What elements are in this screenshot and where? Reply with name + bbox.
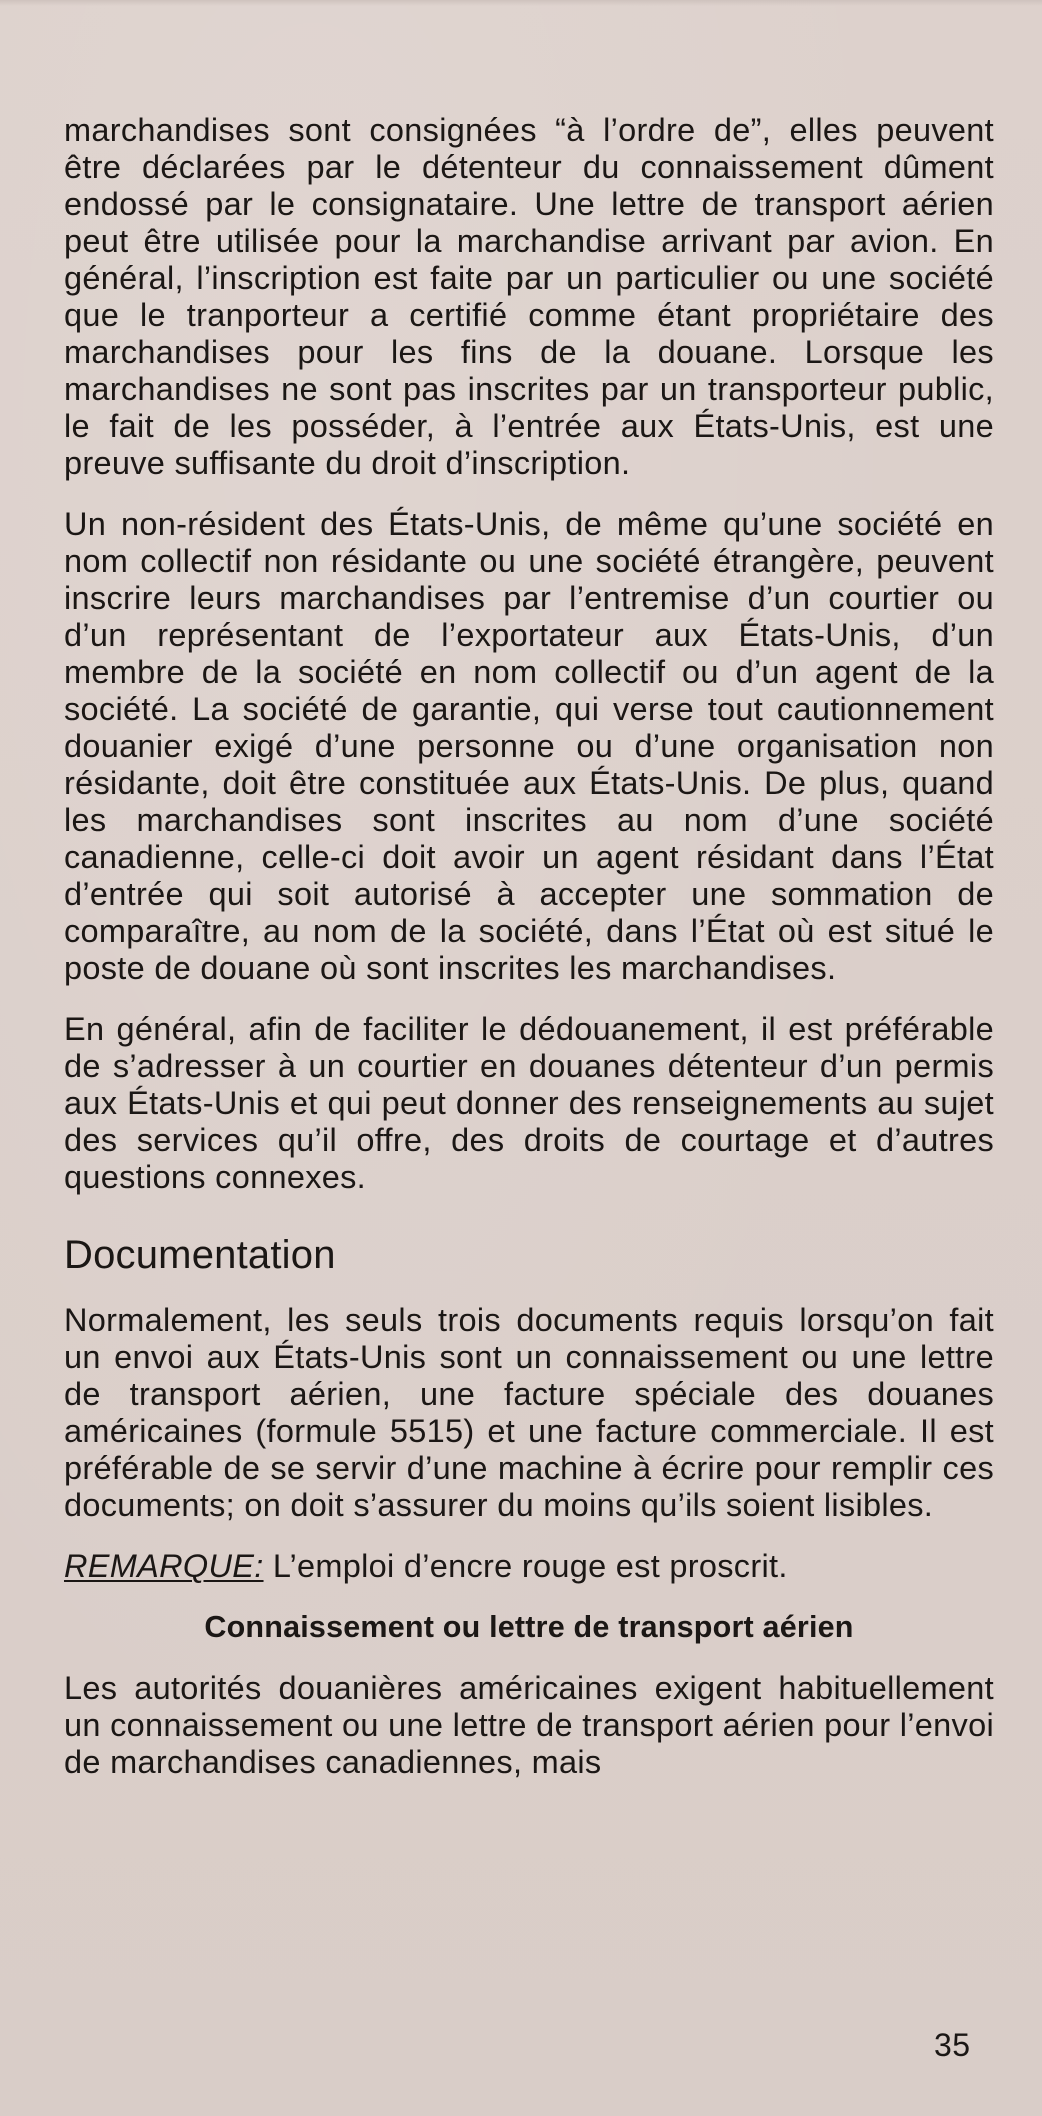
remark-text: L’emploi d’encre rouge est proscrit. [263, 1548, 788, 1584]
page-number: 35 [934, 2027, 971, 2063]
paragraph-non-resident: Un non-résident des États-Unis, de même qu’une société en nom collectif non résidante ou une société étrangère, peuvent inscrire leurs marchandises par l’entremise d’un courtier ou d’un représentant de l’exportateur aux États-Unis, d’un membre de la société en nom collectif ou d’un agent de la société. La société de garantie, qui verse tout cautionnement douanier exigé d’une personne ou d’une organisation non résidante, doit être constituée aux États-Unis. De plus, quand les marchandises sont inscrites au nom d’une société canadienne, celle-ci doit avoir un agent résidant dans l’État d’entrée qui soit autorisé à accepter une sommation de comparaître, au nom de la société, dans l’État où est situé le poste de douane où sont inscrites les marchandises. [64, 506, 994, 986]
paragraph-bill-of-lading: Les autorités douanières américaines exigent habituellement un connaissement ou une lettre de transport aérien pour l’envoi de marchandises canadiennes, mais [64, 1670, 994, 1780]
paragraph-consignment: marchandises sont consignées “à l’ordre de”, elles peuvent être déclarées par le détenteur du connaissement dûment endossé par le consignataire. Une lettre de transport aérien peut être utilisée pour la marchandise arrivant par avion. En général, l’inscription est faite par un particulier ou une société que le tranporteur a certifié comme étant propriétaire des marchandises pour les fins de la douane. Lorsque les marchandises ne sont pas inscrites par un transporteur public, le fait de les posséder, à l’entrée aux États-Unis, est une preuve suffisante du droit d’inscription. [64, 112, 994, 481]
page-top-edge [0, 0, 1042, 6]
paragraph-required-documents: Normalement, les seuls trois documents requis lorsqu’on fait un envoi aux États-Unis sont un connaissement ou une lettre de transport aérien, une facture spéciale des douanes américaines (formule 5515) et une facture commerciale. Il est préférable de se servir d’une machine à écrire pour remplir ces documents; on doit s’assurer du moins qu’ils soient lisibles. [64, 1302, 994, 1523]
section-heading-documentation: Documentation [64, 1233, 336, 1277]
remark-label: REMARQUE: [64, 1548, 264, 1584]
text-column [64, 112, 994, 1805]
subheading-bill-of-lading: Connaissement ou lettre de transport aérien [204, 1610, 854, 1644]
remark-note [64, 1548, 994, 1585]
paragraph-customs-broker: En général, afin de faciliter le dédouanement, il est préférable de s’adresser à un courtier en douanes détenteur d’un permis aux États-Unis et qui peut donner des renseignements au sujet des services qu’il offre, des droits de courtage et d’autres questions connexes. [64, 1011, 994, 1195]
